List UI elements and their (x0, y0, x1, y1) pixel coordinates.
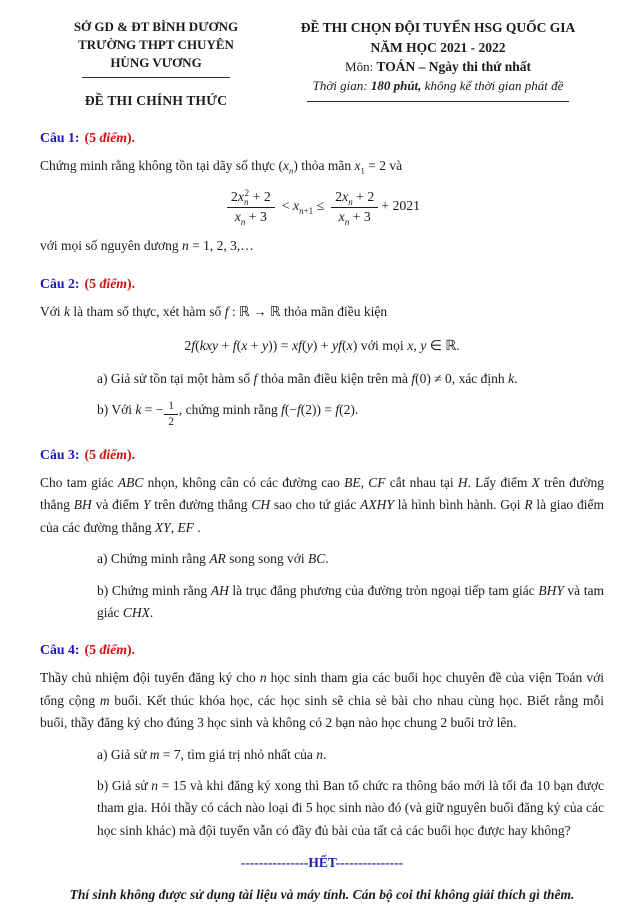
points-word: điểm (99, 129, 128, 145)
question-3 (40, 444, 604, 624)
exam-title-line1: ĐỀ THI CHỌN ĐỘI TUYỂN HSG QUỐC GIA (300, 20, 576, 35)
fraction-numerator: $2x_n + 2$ (331, 189, 378, 208)
question-2-item-a: a) Giả sử tồn tại một hàm số f thỏa mãn điều kiện trên mà f(0) ≠ 0, xác định k. (97, 370, 518, 386)
question-1 (40, 127, 604, 258)
question-4-heading (40, 639, 604, 662)
question-2-heading (40, 273, 604, 296)
question-1-points (84, 130, 135, 145)
header-right-block (272, 18, 604, 102)
question-3-label: Câu 3: (40, 447, 80, 463)
points-open: (5 (84, 642, 100, 658)
candidate-note: Thí sinh không được sử dụng tài liệu và máy tính. Cán bộ coi thi không giải thích gì thêm. (69, 886, 575, 902)
points-close: ). (127, 275, 136, 291)
points-open: (5 (84, 129, 100, 145)
time-rest: không kể thời gian phát đề (421, 77, 564, 93)
question-2 (40, 273, 604, 429)
question-1-formula (40, 189, 604, 225)
exam-title-line2: NĂM HỌC 2021 - 2022 (370, 39, 506, 55)
subject-label: Môn: (345, 59, 377, 75)
question-3-item-a: a) Chứng minh rằng AR song song với BC. (97, 551, 329, 567)
header-left-rule (82, 77, 230, 78)
question-4-item-a: a) Giả sử m = 7, tìm giá trị nhỏ nhất của n. (97, 746, 327, 762)
question-4-body: Thầy chủ nhiệm đội tuyển đăng ký cho n học sinh tham gia các buổi học chuyên đề của viện Toán với tổng cộng m buổi. Kết thúc khóa học, các học sinh sẽ chia sẻ bài cho nhau cùng học. Biết rằng mỗi buổi, thầy đăng ký cho đúng 3 học sinh và không có 2 bạn nào học chung 2 buổi trở lên. (40, 670, 604, 731)
school-name-line2: HÙNG VƯƠNG (110, 55, 202, 71)
subject-line (272, 57, 604, 77)
points-word: điểm (99, 642, 128, 658)
exam-header (40, 18, 604, 112)
question-2-points (84, 276, 135, 291)
points-word: điểm (99, 447, 128, 463)
points-close: ). (127, 642, 136, 658)
question-2-label: Câu 2: (40, 275, 80, 291)
question-3-item-b: b) Chứng minh rằng AH là trục đẳng phương của đường tròn ngoại tiếp tam giác BHY và tam giác CHX. (97, 582, 604, 621)
time-line (272, 77, 604, 96)
question-2-formula: 2f(kxy + f(x + y)) = xf(y) + yf(x) với mọi x, y ∈ ℝ. (184, 338, 460, 354)
question-2-item-b: b) Với k = − $\frac{1}{2}$ , chứng minh rằng f(−f(2)) = f(2). (97, 399, 359, 428)
points-word: điểm (99, 275, 128, 291)
question-4-item-b: b) Giả sử n = 15 và khi đăng ký xong thì Ban tổ chức ra thông báo mới là tối đa 10 bạn được tham gia. Hỏi thầy có cách nào loại đi 5 học sinh nào đó (và giữ nguyên buổi đăng ký của các học sinh khác) mà đội tuyển vẫn có đầy đủ bài của tất cả các buổi học được hay không? (97, 777, 604, 838)
fraction-left (227, 189, 275, 225)
points-open: (5 (84, 447, 100, 463)
question-1-label: Câu 1: (40, 129, 80, 145)
subject-name: TOÁN – Ngày thi thứ nhất (376, 59, 531, 75)
question-4-points (84, 642, 135, 657)
official-exam-label: ĐỀ THI CHÍNH THỨC (84, 92, 228, 108)
question-2-body: Với k là tham số thực, xét hàm số f : ℝ → ℝ thỏa mãn điều kiện (40, 303, 388, 319)
time-label: Thời gian: (312, 77, 371, 93)
het-separator: ---------------HẾT--------------- (240, 855, 404, 871)
department-name: SỞ GD & ĐT BÌNH DƯƠNG (73, 19, 239, 34)
points-close: ). (127, 447, 136, 463)
formula-middle: < $x_{n+1}$ ≤ (281, 198, 325, 217)
fraction-numerator: $2x_n^2 + 2$ (227, 189, 275, 208)
question-3-heading (40, 444, 604, 467)
time-duration: 180 phút, (370, 77, 422, 93)
question-1-body: Chứng minh rằng không tồn tại dãy số thực $(x_n)$ thỏa mãn $x_1 = 2$ và (40, 157, 403, 176)
school-name-line1: TRƯỜNG THPT CHUYÊN (78, 37, 234, 53)
question-1-heading (40, 127, 604, 150)
header-left-block (40, 18, 272, 112)
question-1-after: với mọi số nguyên dương n = 1, 2, 3,… (40, 238, 254, 254)
fraction-denominator: $x_n + 3$ (234, 208, 267, 227)
question-3-body: Cho tam giác ABC nhọn, không cân có các đường cao BE, CF cắt nhau tại H. Lấy điểm X trên đường thẳng BH và điểm Y trên đường thẳng CH sao cho tứ giác AXHY là hình bình hành. Gọi R là giao điểm của các đường thẳng XY, EF . (40, 475, 604, 535)
points-open: (5 (84, 275, 100, 291)
formula-tail: + 2021 (381, 198, 421, 214)
question-4-label: Câu 4: (40, 642, 80, 658)
header-right-rule (307, 101, 569, 102)
fraction-right (331, 189, 378, 225)
question-4 (40, 639, 604, 842)
fraction-denominator: $x_n + 3$ (338, 208, 371, 227)
question-3-points (84, 447, 135, 462)
points-close: ). (127, 129, 136, 145)
